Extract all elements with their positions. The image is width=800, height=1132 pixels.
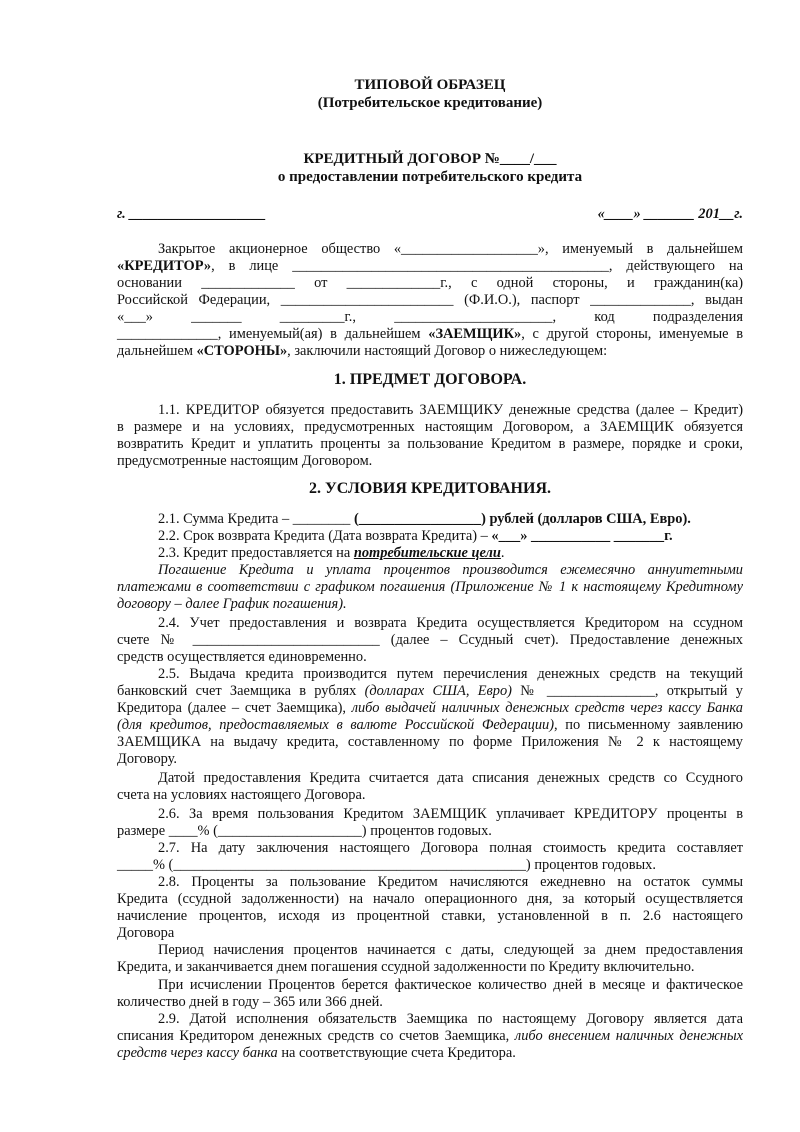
city-field: г. ___________________ <box>117 206 267 222</box>
paragraph-line: Датой предоставления Кредита считается дата списания денежных средств со Ссудного <box>158 770 743 786</box>
date-field: «____» _______ 201__г. <box>597 206 743 222</box>
creditor-term: «КРЕДИТОР» <box>117 258 212 274</box>
clause-2-4: счете № __________________________ (далее – Ссудный счет). Предоставление денежных <box>117 632 743 648</box>
italic-line: договору – далее График погашения). <box>117 596 347 612</box>
clause-2-7: _____% (_________________________________________________) процентов годовых. <box>117 857 656 873</box>
clause-2-6: размере ____% (____________________) процентов годовых. <box>117 823 492 839</box>
clause-2-8: 2.8. Проценты за пользование Кредитом начисляются ежедневно на остаток суммы <box>158 874 743 890</box>
purpose-term: потребительские цели <box>353 545 501 561</box>
clause-2-4: средств осуществляется единовременно. <box>117 649 367 665</box>
clause-2-2: 2.2. Срок возврата Кредита (Дата возврата Кредита) – «___» ___________ _______г. <box>158 528 673 544</box>
paragraph-line: При исчислении Процентов берется фактическое количество дней в месяце и фактическое <box>158 977 743 993</box>
paragraph-line: счета на условиях настоящего Договора. <box>117 787 366 803</box>
clause-2-5: 2.5. Выдача кредита производится путем перечисления денежных средств на текущий <box>158 666 743 682</box>
clause-2-9: 2.9. Датой исполнения обязательств Заемщика по настоящему Договору является дата <box>158 1011 743 1027</box>
italic-line: Погашение Кредита и уплата процентов производится ежемесячно аннуитетными <box>158 562 743 578</box>
clause-2-8: Договора <box>117 925 175 941</box>
paragraph-line: в размере и на условиях, предусмотренных настоящим Договором, а ЗАЕМЩИК обязуется <box>117 419 743 435</box>
clause-2-5: Договору. <box>117 751 177 767</box>
paragraph-line: 1.1. КРЕДИТОР обязуется предоставить ЗАЕМЩИКУ денежные средства (далее – Кредит) <box>158 402 743 418</box>
paragraph-line: количество дней в году – 365 или 366 дней. <box>117 994 383 1010</box>
document-subtitle: (Потребительское кредитование) <box>317 95 543 111</box>
clause-2-3: 2.3. Кредит предоставляется на потребительские цели. <box>158 545 505 561</box>
clause-2-8: Кредита (ссудной задолженности) на начало операционного дня, за который осуществляется <box>117 891 743 907</box>
clause-2-1: 2.1. Сумма Кредита – ________ (_________________) рублей (долларов США, Евро). <box>158 511 691 527</box>
clause-2-6: 2.6. За время пользования Кредитом ЗАЕМЩИК уплачивает КРЕДИТОРУ проценты в <box>158 806 743 822</box>
parties-term: «СТОРОНЫ» <box>196 343 288 359</box>
preamble-line: Закрытое акционерное общество «___________________», именуемый в дальнейшем <box>158 241 743 257</box>
preamble-line: «КРЕДИТОР», в лице ____________________________________________, действующего на <box>117 258 743 274</box>
clause-2-9: средств через кассу банка на соответствующие счета Кредитора. <box>117 1045 516 1061</box>
preamble-line: ______________, именуемый(ая) в дальнейшем «ЗАЕМЩИК», с другой стороны, именуемые в <box>117 326 743 342</box>
contract-title: КРЕДИТНЫЙ ДОГОВОР №____/___ <box>303 151 557 167</box>
preamble-line: дальнейшем «СТОРОНЫ», заключили настоящий Договор о нижеследующем: <box>117 343 608 359</box>
preamble-line: Российской Федерации, ________________________ (Ф.И.О.), паспорт ______________, выдан <box>117 292 743 308</box>
section-1-heading: 1. ПРЕДМЕТ ДОГОВОРА. <box>333 371 527 388</box>
city-date-line <box>117 206 743 223</box>
clause-2-8: начисление процентов, исходя из процентной ставки, установленной в п. 2.6 настоящего <box>117 908 743 924</box>
preamble-line: «___» _______ _________г., ______________________, код подразделения <box>117 309 743 325</box>
section-2-heading: 2. УСЛОВИЯ КРЕДИТОВАНИЯ. <box>308 480 551 497</box>
paragraph-line: возвратить Кредит и уплатить проценты за пользование Кредитом в размере, порядке и сроки, <box>117 436 743 452</box>
preamble-line: основании _____________ от _____________г., с одной стороны, и гражданин(ка) <box>117 275 743 291</box>
clause-2-5: банковский счет Заемщика в рублях (долларах США, Евро) № _______________, открытый у <box>117 683 743 699</box>
clause-2-5: ЗАЕМЩИКА на выдачу кредита, составленному по форме Приложения № 2 к настоящему <box>117 734 743 750</box>
italic-line: платежами в соответствии с графиком погашения (Приложение № 1 к настоящему Кредитному <box>117 579 743 595</box>
clause-2-5: (для кредитов, предоставляемых в валюте Российской Федерации), по письменному заявлению <box>117 717 744 733</box>
contract-subtitle: о предоставлении потребительского кредита <box>277 169 583 185</box>
clause-2-9: списания Кредитором денежных средств со счетов Заемщика, либо внесением наличных денежных <box>117 1028 743 1044</box>
clause-2-5: Кредитора (далее – счет Заемщика), либо выдачей наличных денежных средств через кассу Банка <box>117 700 743 716</box>
paragraph-line: Период начисления процентов начинается с даты, следующей за днем предоставления <box>158 942 743 958</box>
document-title: ТИПОВОЙ ОБРАЗЕЦ <box>354 77 506 93</box>
paragraph-line: Кредита, и заканчивается днем погашения ссудной задолженности по Кредиту включительно. <box>117 959 695 975</box>
clause-2-4: 2.4. Учет предоставления и возврата Кредита осуществляется Кредитором на ссудном <box>158 615 743 631</box>
clause-2-7: 2.7. На дату заключения настоящего Договора полная стоимость кредита составляет <box>158 840 743 856</box>
borrower-term: «ЗАЕМЩИК» <box>428 326 522 342</box>
paragraph-line: предусмотренные настоящим Договором. <box>117 453 373 469</box>
